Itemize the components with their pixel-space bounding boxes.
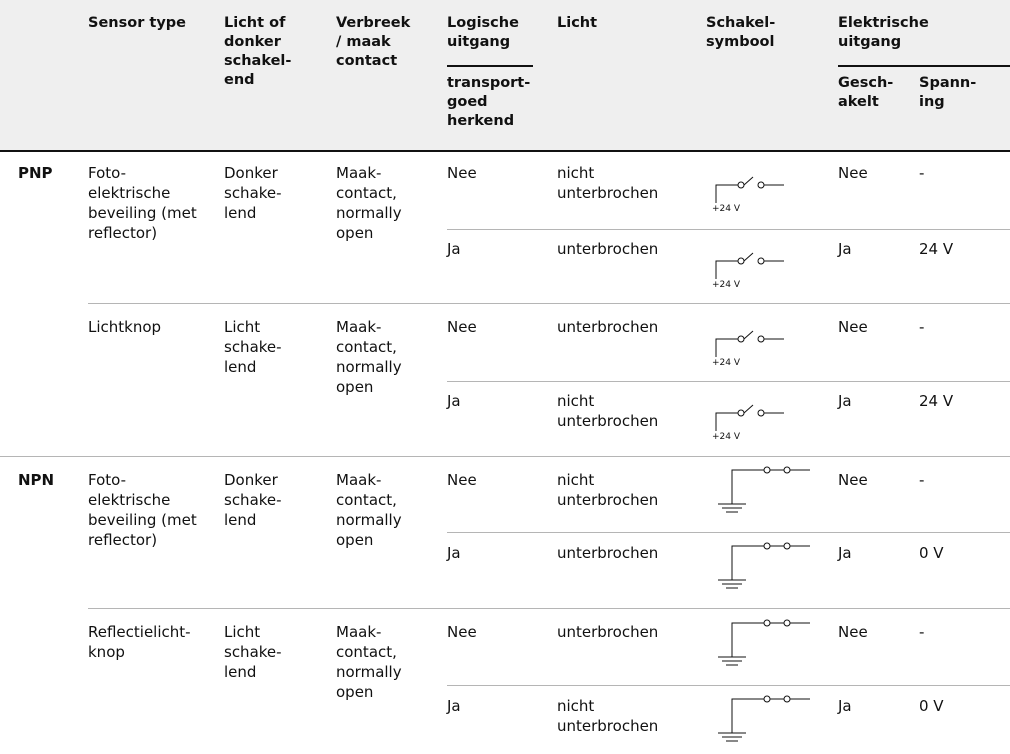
light-value-8: nicht unterbrochen (557, 697, 659, 735)
sensor-mode-2: Licht schake- lend (224, 318, 282, 376)
pnp-switch-icon (706, 239, 806, 289)
logical-value-6: Ja (447, 544, 461, 562)
row-rule (88, 303, 1010, 304)
switched-value-3: Nee (838, 318, 868, 336)
header-make-break: Verbreek / maak contact (336, 15, 411, 69)
light-value-7: unterbrochen (557, 623, 659, 641)
voltage-value-8: 0 V (919, 697, 944, 715)
light-value-6: unterbrochen (557, 544, 659, 562)
voltage-value-1: - (919, 164, 925, 182)
row-rule (447, 685, 1010, 686)
header-logical-sub: transport- goed herkend (447, 75, 531, 129)
voltage-value-7: - (919, 623, 925, 641)
logical-value-2: Ja (447, 240, 461, 258)
sensor-mode-3: Donker schake- lend (224, 471, 282, 529)
npn-switch-icon (712, 540, 812, 590)
logical-value-1: Nee (447, 164, 477, 182)
row-rule (447, 532, 1010, 533)
voltage-value-2: 24 V (919, 240, 954, 258)
header-switched: Gesch- akelt (838, 75, 894, 110)
header-switch-symbol: Schakel- symbool (706, 15, 776, 50)
header-logical-output: Logische uitgang (447, 15, 519, 50)
header-electrical-output: Elektrische uitgang (838, 15, 929, 50)
sensor-contact-2: Maak- contact, normally open (336, 318, 402, 396)
group-label-pnp: PNP (18, 164, 53, 182)
row-rule (0, 456, 1010, 457)
group-label-npn: NPN (18, 471, 55, 489)
switched-value-6: Ja (838, 544, 852, 562)
row-rule (447, 229, 1010, 230)
npn-switch-icon (712, 693, 812, 743)
header-voltage: Spann- ing (919, 75, 977, 110)
pnp-switch-icon (706, 163, 806, 213)
sensor-mode-4: Licht schake- lend (224, 623, 282, 681)
logical-value-7: Nee (447, 623, 477, 641)
symbol-label: +24 V (712, 432, 741, 441)
npn-switch-icon (712, 617, 812, 667)
voltage-value-3: - (919, 318, 925, 336)
light-value-4: nicht unterbrochen (557, 392, 659, 430)
pnp-switch-icon (706, 317, 806, 367)
sensor-type-4: Reflectielicht- knop (88, 623, 191, 661)
sensor-contact-3: Maak- contact, normally open (336, 471, 402, 549)
logical-value-4: Ja (447, 392, 461, 410)
row-rule (447, 381, 1010, 382)
header-light-dark: Licht of donker schakel- end (224, 15, 292, 88)
symbol-label: +24 V (712, 280, 741, 289)
logical-value-5: Nee (447, 471, 477, 489)
sensor-type-1: Foto- elektrische beveiling (met reflector) (88, 164, 197, 242)
voltage-value-5: - (919, 471, 925, 489)
sensor-type-2: Lichtknop (88, 318, 162, 336)
header-light: Licht (557, 15, 598, 31)
logical-value-8: Ja (447, 697, 461, 715)
light-value-2: unterbrochen (557, 240, 659, 258)
sensor-type-3: Foto- elektrische beveiling (met reflector) (88, 471, 197, 549)
symbol-label: +24 V (712, 358, 741, 367)
switched-value-1: Nee (838, 164, 868, 182)
logical-value-3: Nee (447, 318, 477, 336)
switched-value-7: Nee (838, 623, 868, 641)
voltage-value-4: 24 V (919, 392, 954, 410)
light-value-3: unterbrochen (557, 318, 659, 336)
header-sensor-type: Sensor type (88, 15, 186, 31)
npn-switch-icon (712, 464, 812, 514)
header-divider-logical (447, 65, 533, 67)
symbol-label: +24 V (712, 204, 741, 213)
header-bottom-rule (0, 150, 1010, 152)
switched-value-2: Ja (838, 240, 852, 258)
sensor-contact-4: Maak- contact, normally open (336, 623, 402, 701)
pnp-switch-icon (706, 391, 806, 441)
header-divider-electrical (838, 65, 1010, 67)
sensor-contact-1: Maak- contact, normally open (336, 164, 402, 242)
switched-value-4: Ja (838, 392, 852, 410)
switched-value-5: Nee (838, 471, 868, 489)
sensor-mode-1: Donker schake- lend (224, 164, 282, 222)
row-rule (88, 608, 1010, 609)
light-value-5: nicht unterbrochen (557, 471, 659, 509)
switched-value-8: Ja (838, 697, 852, 715)
voltage-value-6: 0 V (919, 544, 944, 562)
light-value-1: nicht unterbrochen (557, 164, 659, 202)
